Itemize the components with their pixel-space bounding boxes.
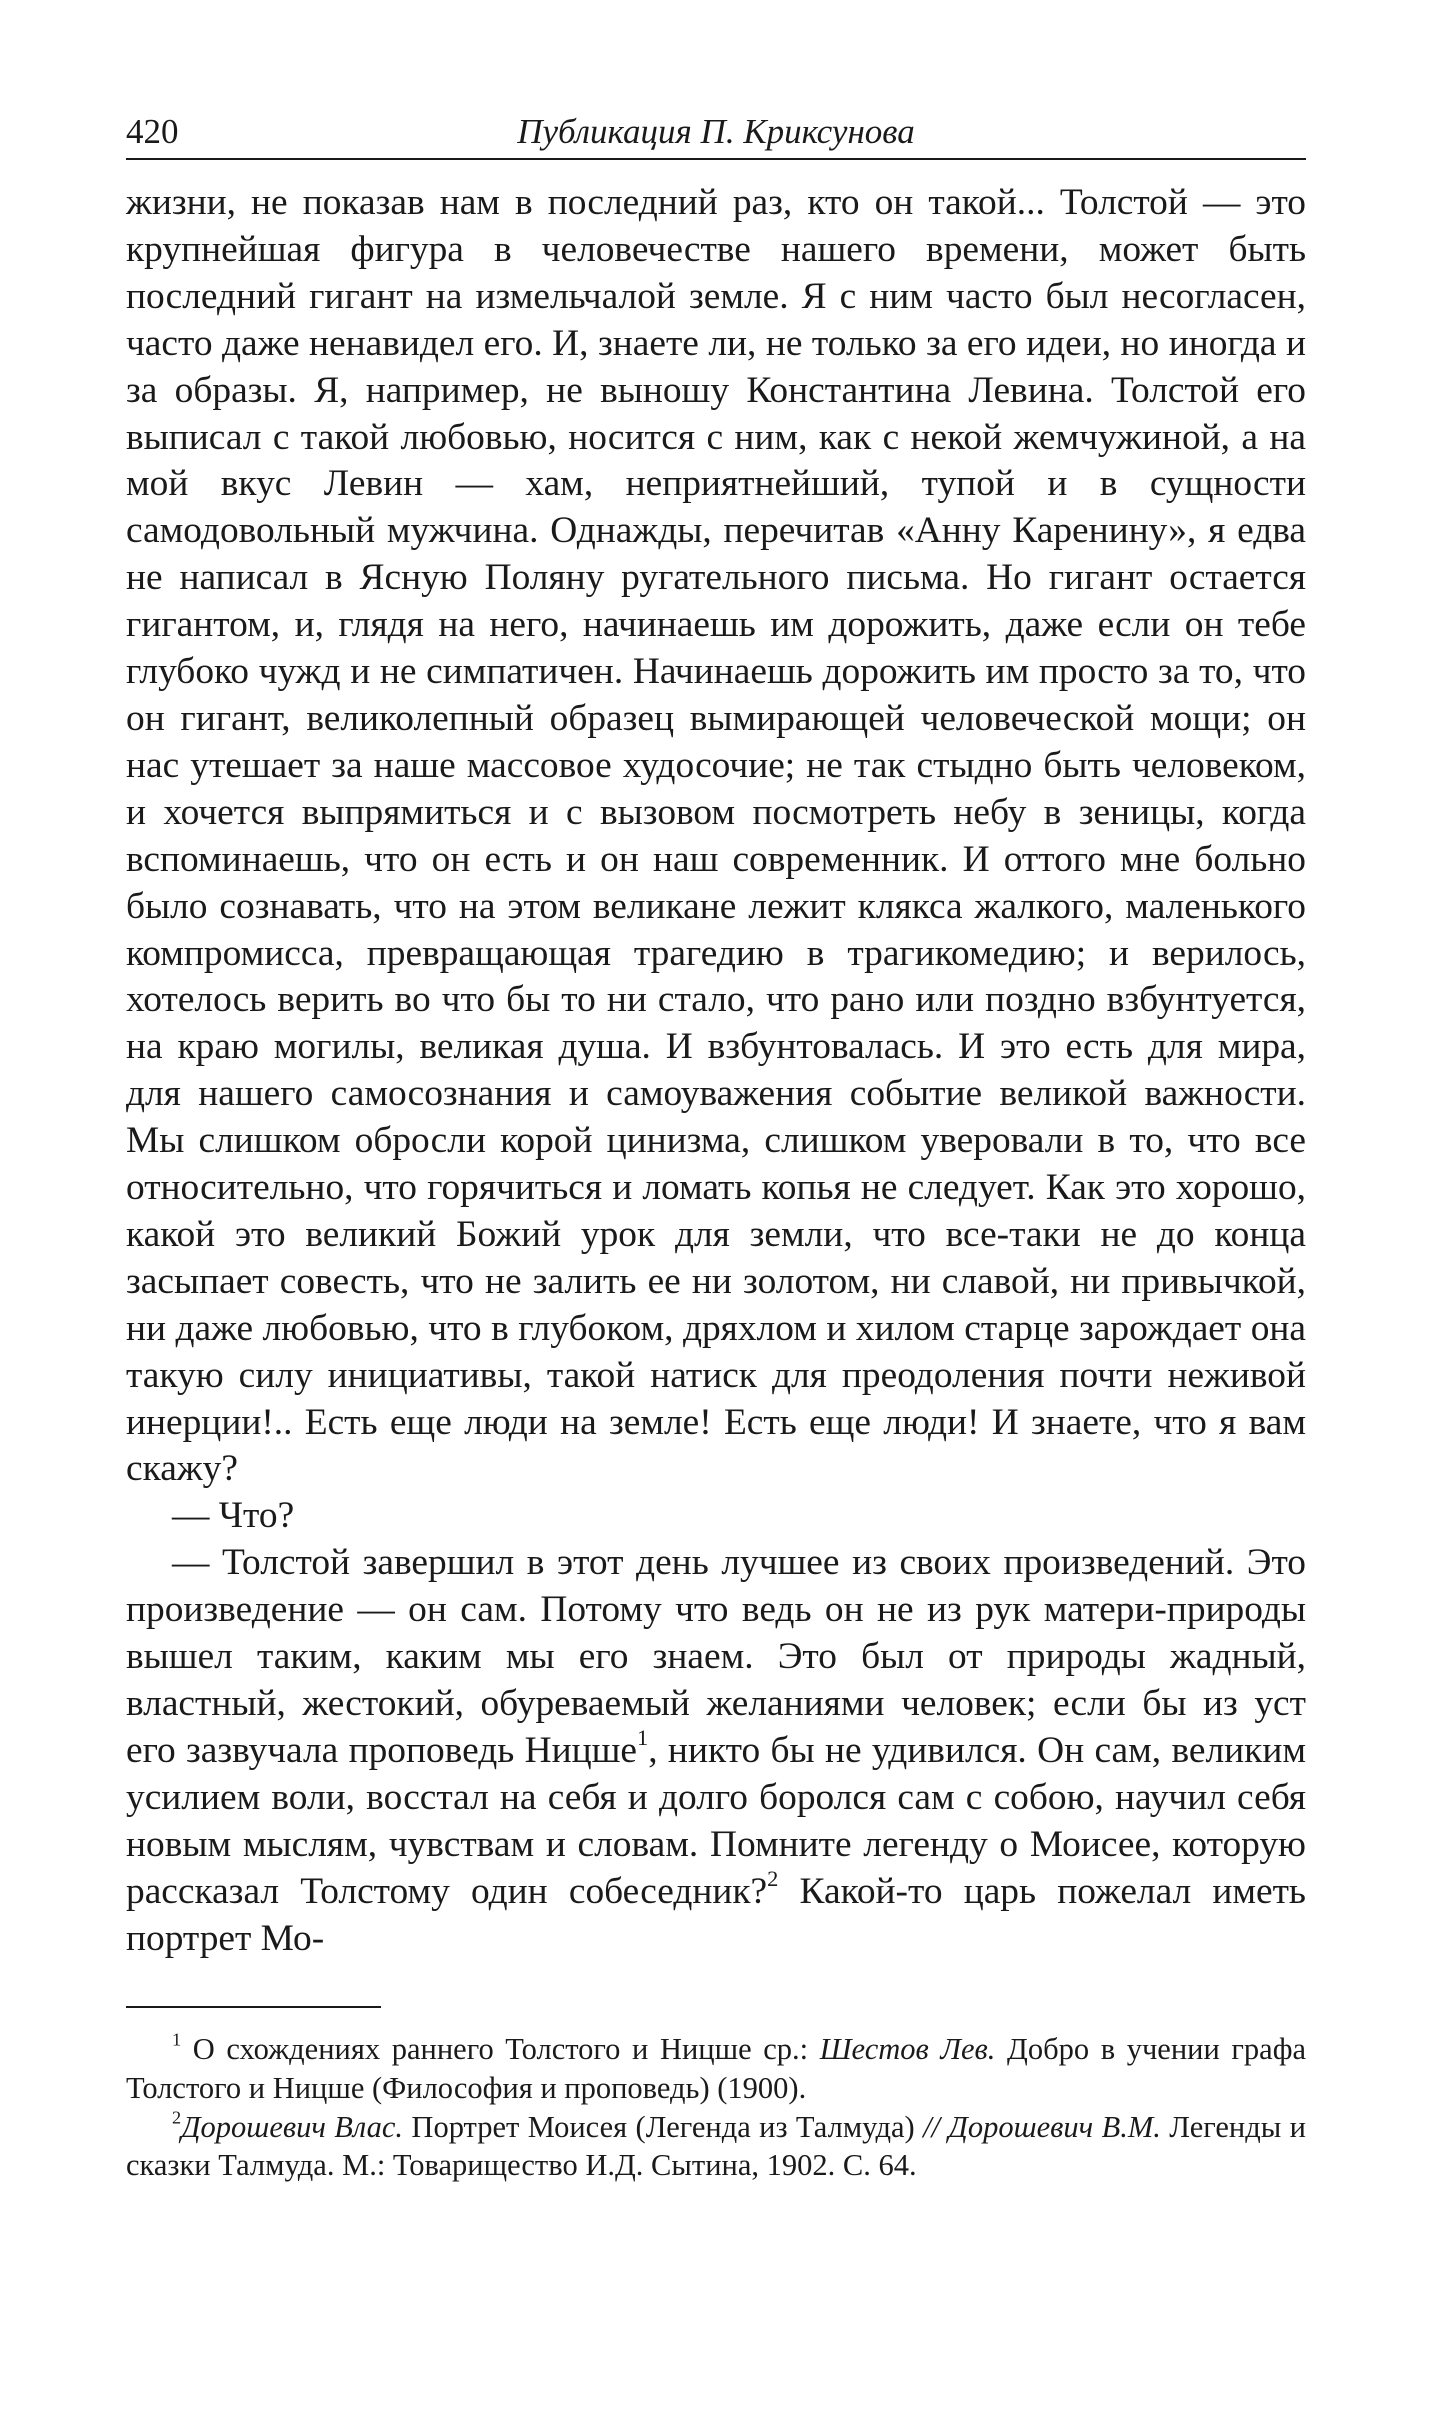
footnote-ref-2[interactable]: 2	[767, 1865, 779, 1891]
footnote-1	[126, 2030, 1306, 2107]
footnote-text: Легенды и сказки Талмуда. М.: Товарищество И.Д. Сытина, 1902. С. 64.	[126, 2109, 1306, 2183]
body-paragraph	[126, 1540, 1306, 1962]
footnote-text: О схождениях раннего Толстого и Ницше ср.:	[181, 2032, 820, 2067]
footnote-2	[126, 2108, 1306, 2185]
running-title: Публикация П. Криксунова	[517, 112, 915, 151]
footnote-separator	[126, 2006, 381, 2008]
book-page	[126, 108, 1306, 2185]
running-head	[126, 108, 1306, 160]
footnote-author: Шестов Лев.	[819, 2032, 996, 2067]
body-paragraph	[126, 180, 1306, 1493]
footnote-text: Портрет Моисея (Легенда из Талмуда)	[403, 2109, 924, 2144]
paragraph-text: , никто бы не удивился. Он сам, великим усилием воли, восстал на себя и долго боролся сам с собою, научил себя новым мыслям, чувствам и словам. Помните легенду о Моисее, которую рассказал Толстому один собеседник?	[126, 1729, 1306, 1912]
footnotes	[126, 2030, 1306, 2184]
footnote-marker: 2	[172, 2106, 182, 2127]
page-number: 420	[126, 112, 179, 151]
paragraph-text: — Толстой завершил в этот день лучшее из своих произведений. Это произведение — он сам. Потому что ведь он не из рук матери-природы вышел таким, каким мы его знаем. Это был от природы жадный, властный, жестокий, обуреваемый желаниями человек; если бы из уст его зазвучала проповедь Ницше	[126, 1542, 1306, 1771]
paragraph-text: Какой-то царь пожелал иметь портрет Мо-	[126, 1870, 1306, 1959]
body-text	[126, 180, 1306, 1962]
footnote-marker: 1	[172, 2029, 182, 2050]
paragraph-text: жизни, не показав нам в последний раз, кто он такой... Толстой — это крупнейшая фигура в человечестве нашего времени, может быть последний гигант на измельчалой земле. Я с ним часто был несогласен, часто даже ненавидел его. И, знаете ли, не только за его идеи, но иногда и за образы. Я, например, не выношу Константина Левина. Толстой его выписал с такой любовью, носится с ним, как с некой жемчужиной, а на мой вкус Левин — хам, неприятнейший, тупой и в сущности самодовольный мужчина. Однажды, перечитав «Анну Каренину», я едва не написал в Ясную Поляну ругательного письма. Но гигант остается гигантом, и, глядя на него, начинаешь им дорожить, даже если он тебе глубоко чужд и не симпатичен. Начинаешь дорожить им просто за то, что он гигант, великолепный образец вымирающей человеческой мощи; он нас утешает за наше массовое худосочие; не так стыдно быть человеком, и хочется выпрямиться и с вызовом посмотреть небу в зеницы, когда вспоминаешь, что он есть и он наш современник. И оттого мне больно было сознавать, что на этом великане лежит клякса жалкого, маленького компромисса, превращающая трагедию в трагикомедию; и верилось, хотелось верить во что бы то ни стало, что рано или поздно взбунтуется, на краю могилы, великая душа. И взбунтовалась. И это есть для мира, для нашего самосознания и самоуважения событие великой важности. Мы слишком обросли корой цинизма, слишком уверовали в то, что все относительно, что горячиться и ломать копья не следует. Как это хорошо, какой это великий Божий урок для земли, что все-таки не до конца засыпает совесть, что не залить ее ни золотом, ни славой, ни привычкой, ни даже любовью, что в глубоком, дряхлом и хилом старце зарождает она такую силу инициативы, такой натиск для преодоления почти неживой инерции!.. Есть еще люди на земле! Есть еще люди! И знаете, что я вам скажу?	[126, 182, 1306, 1490]
body-paragraph	[126, 1493, 1306, 1540]
footnote-editor: // Дорошевич В.М.	[923, 2109, 1161, 2144]
footnote-text: Добро в учении графа Толстого и Ницше (Философия и проповедь) (1900).	[126, 2032, 1306, 2106]
paragraph-text: — Что?	[172, 1495, 295, 1537]
footnote-author: Дорошевич Влас.	[181, 2109, 404, 2144]
footnote-ref-1[interactable]: 1	[637, 1725, 649, 1751]
